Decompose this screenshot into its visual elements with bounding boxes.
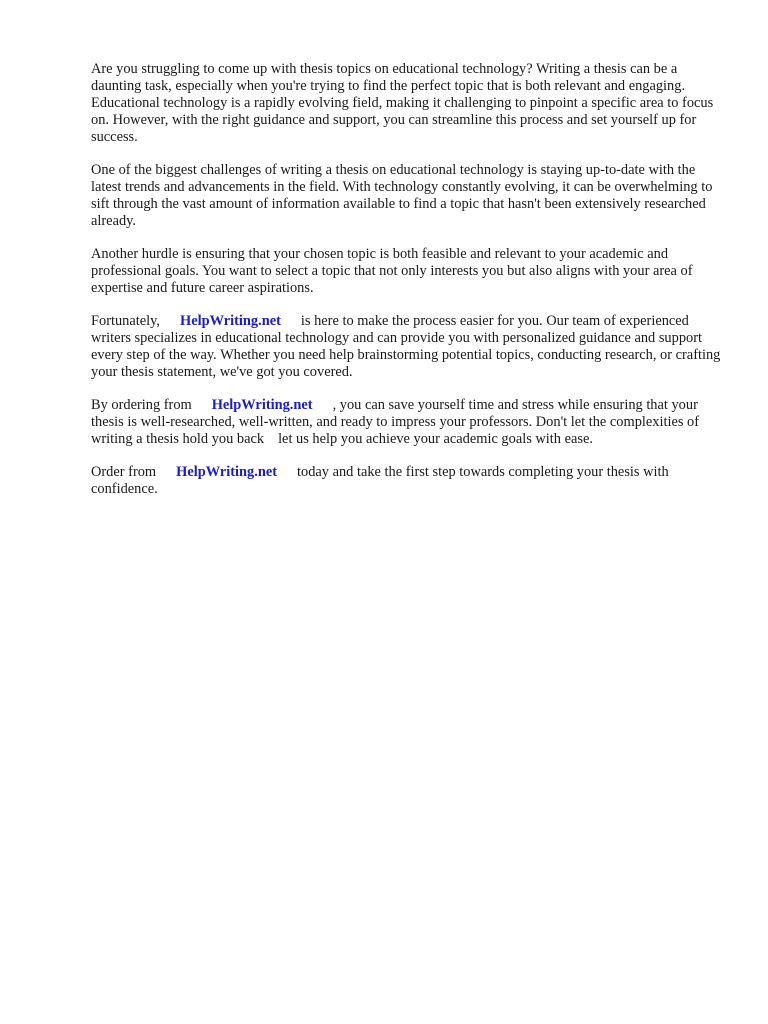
ordering-paragraph bbox=[91, 397, 721, 448]
ordering-closing-text: let us help you achieve your academic goals with ease. bbox=[278, 431, 593, 447]
cta-paragraph bbox=[91, 464, 721, 498]
ordering-body-text: , you can save yourself time and stress while ensuring that your thesis is well-researched, well-written, and ready to impress your professors. Don't let the complexities of writing a thesis hold you back bbox=[91, 397, 700, 447]
helpwriting-link-2[interactable]: HelpWriting.net bbox=[211, 397, 313, 413]
intro-paragraph: Are you struggling to come up with thesis topics on educational technology? Writing a thesis can be a daunting task, especially when you're trying to find the perfect topic that is both relevant and engaging. Educational technology is a rapidly evolving field, making it challenging to pinpoint a specific area to focus on. However, with the right guidance and support, you can streamline this process and set yourself up for success. bbox=[91, 61, 714, 145]
service-lead-text: Fortunately, bbox=[91, 313, 161, 329]
cta-body-text: today and take the first step towards completing your thesis with confidence. bbox=[91, 464, 669, 497]
ordering-lead-text: By ordering from bbox=[91, 397, 192, 413]
service-body-text: is here to make the process easier for you. Our team of experienced writers specializes in educational technology and can provide you with personalized guidance and support every step of the way. Whether you need help brainstorming potential topics, conducting research, or crafting your thesis statement, we've got you covered. bbox=[91, 313, 721, 380]
challenge-paragraph: One of the biggest challenges of writing a thesis on educational technology is staying up-to-date with the latest trends and advancements in the field. With technology constantly evolving, it can be overwhelming to sift through the vast amount of information available to find a topic that hasn't been extensively researched already. bbox=[91, 162, 713, 229]
document-body bbox=[91, 61, 721, 514]
cta-lead-text: Order from bbox=[91, 464, 157, 480]
helpwriting-link-3[interactable]: HelpWriting.net bbox=[176, 464, 278, 480]
service-paragraph bbox=[91, 313, 721, 381]
hurdle-paragraph: Another hurdle is ensuring that your chosen topic is both feasible and relevant to your academic and professional goals. You want to select a topic that not only interests you but also aligns with your area of expertise and future career aspirations. bbox=[91, 246, 693, 296]
helpwriting-link-1[interactable]: HelpWriting.net bbox=[180, 313, 281, 329]
